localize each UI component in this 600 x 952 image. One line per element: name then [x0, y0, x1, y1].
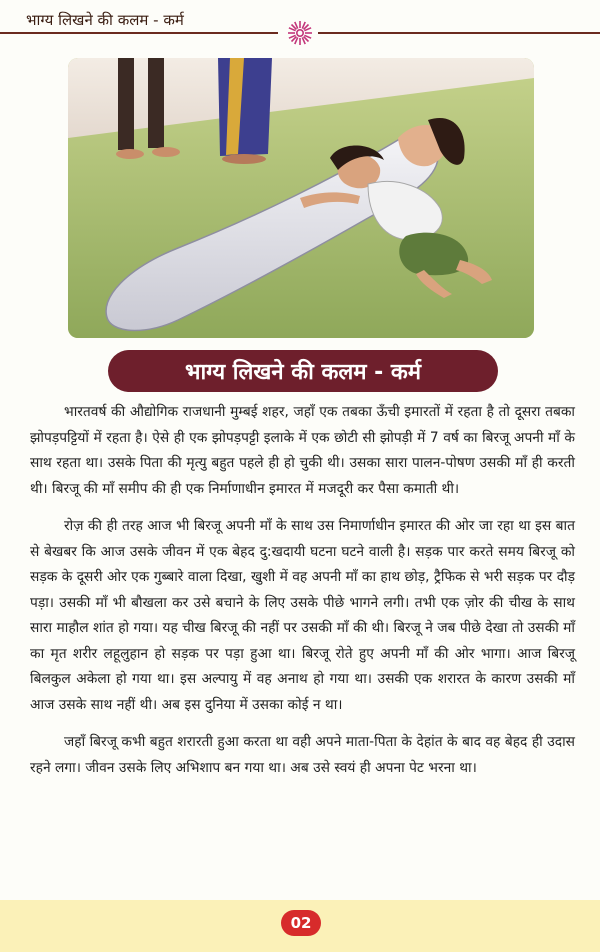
- story-title: भाग्य लिखने की कलम - कर्म: [185, 360, 421, 385]
- page-header: [0, 0, 600, 40]
- paragraph-3: जहाँ बिरजू कभी बहुत शरारती हुआ करता था वही अपने माता-पिता के देहांत के बाद वह बेहद ही उदास रहने लगा। जीवन उसके लिए अभिशाप बन गया था। अब उसे स्वयं ही अपना पेट भरना था।: [30, 734, 575, 776]
- story-body: [30, 400, 575, 781]
- illustration-scene: [68, 58, 534, 338]
- bystander-saree: [218, 58, 272, 164]
- paragraph-2: रोज़ की ही तरह आज भी बिरजू अपनी माँ के साथ उस निमार्णाधीन इमारत की ओर जा रहा था इस बात से बेखबर कि आज उसके जीवन में एक बेहद दु:खदायी घटना घटने वाली है। सड़क पार करते समय बिरजू को सड़क के दूसरी ओर एक गुब्बारे वाला दिखा, खुशी में वह अपनी माँ का हाथ छोड़, ट्रैफिक से भरी सड़क पर दौड़ पड़ा। उसकी माँ भी बौखला कर उसे बचाने के लिए उसके पीछे भागने लगी। तभी एक ज़ोर की चीख के साथ सारा माहौल शांत हो गया। यह चीख बिरजू की नहीं पर उसकी माँ की थी। बिरजू ने जब पीछे देखा तो उसकी माँ का मृत शरीर लहूलुहान हो सड़क पर पड़ा हुआ था। बिरजू रोते हुए अपनी माँ की ओर भागा। आज बिरजू बिलकुल अकेला हो गया था। इस अल्पायु में वह अनाथ हो गया था। उसकी एक शरारत के कारण उसकी माँ आज उसके साथ नहीं थी। अब इस दुनिया में उसका कोई न था।: [30, 518, 576, 713]
- paragraph-1: भारतवर्ष की औद्योगिक राजधानी मुम्बई शहर, जहाँ एक तबका ऊँची इमारतों में रहता है तो दूसरा तबका झोपड़पट्टियों में रहता है। ऐसे ही एक झोपड़पट्टी इलाके में एक छोटी सी झोपड़ी में 7 वर्ष का बिरजू अपनी माँ के साथ रहता था। उसके पिता की मृत्यु बहुत पहले ही हो चुकी थी। उसका सारा पालन-पोषण उसकी माँ ही करती थी। बिरजू की माँ समीप की ही एक निर्माणाधीन इमारत में मजदूरी कर पैसा कमाती थी।: [30, 404, 575, 497]
- header-rule-right: [318, 32, 600, 34]
- story-title-banner: [108, 350, 498, 392]
- header-rule-left: [0, 32, 278, 34]
- running-title: भाग्य लिखने की कलम - कर्म: [26, 11, 184, 29]
- page-number-badge: 02: [281, 910, 321, 936]
- story-illustration: [68, 58, 534, 338]
- flower-mandala-icon: [286, 19, 314, 47]
